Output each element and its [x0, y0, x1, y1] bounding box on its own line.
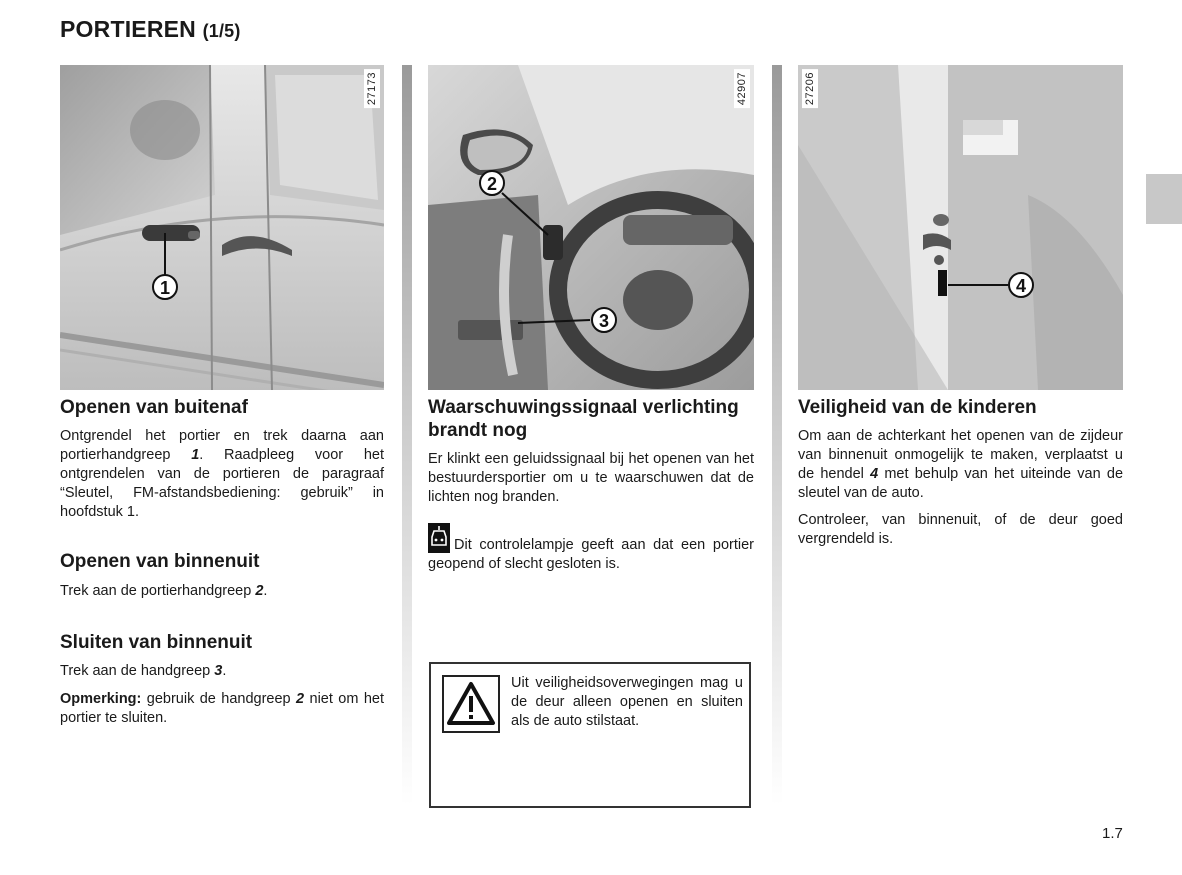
page-number: 1.7	[1102, 825, 1123, 842]
paragraph-openen-buitenaf	[60, 427, 384, 522]
driver-interior-illustration	[428, 65, 754, 390]
child-lock-illustration	[798, 65, 1123, 390]
figure-exterior-door	[60, 65, 384, 390]
heading-veiligheid-kinderen: Veiligheid van de kinderen	[798, 397, 1037, 418]
paragraph-sluiten-binnenuit	[60, 662, 384, 681]
callout-4: 4	[1015, 276, 1027, 296]
warning-box	[429, 662, 751, 808]
heading-openen-buitenaf: Openen van buitenaf	[60, 397, 248, 418]
door-open-warning-lamp-icon	[428, 523, 450, 553]
text-segment: Dit controlelampje geeft aan dat een portier geopend of slecht gesloten is.	[428, 537, 754, 572]
callout-1: 1	[159, 278, 171, 298]
handle-ref-2b: 2	[296, 691, 305, 707]
callout-2: 2	[486, 174, 498, 194]
heading-sluiten-binnenuit: Sluiten van binnenuit	[60, 632, 253, 653]
page-title-part: (1/5)	[202, 21, 241, 41]
paragraph-controlelampje	[428, 523, 754, 574]
note-label: Opmerking:	[60, 691, 142, 707]
paragraph-opmerking	[60, 690, 384, 728]
warning-triangle-icon	[442, 675, 500, 733]
text-segment: gebruik de handgreep	[141, 691, 297, 707]
callout-3: 3	[598, 311, 610, 331]
text-segment: Trek aan de handgreep	[60, 663, 215, 679]
figure-child-lock	[798, 65, 1123, 390]
text-segment: .	[222, 663, 227, 679]
heading-waarschuwingssignaal: Waarschuwingssignaal verlichting brandt nog	[428, 397, 739, 441]
text-segment: Trek aan de portierhandgreep	[60, 583, 256, 599]
column-divider-1	[402, 65, 412, 805]
figure-number-27206: 27206	[802, 69, 818, 108]
text-segment: . Raadpleeg voor het ontgrendelen van de portieren de paragraaf “Sleutel, FM-afstandsbediening: gebruik” in hoofdstuk 1.	[60, 447, 384, 520]
page-title-text: PORTIEREN	[60, 16, 196, 42]
paragraph-geluidssignaal: Er klinkt een geluidssignaal bij het openen van het bestuurdersportier om u te waarschuwen dat de lichten nog branden.	[428, 451, 754, 505]
heading-openen-binnenuit: Openen van binnenuit	[60, 551, 260, 572]
warning-text: Uit veiligheidsoverwegingen mag u de deur alleen openen en sluiten als de auto stilstaat.	[511, 675, 743, 729]
paragraph-kinderslot	[798, 427, 1123, 503]
text-segment: met behulp van het uiteinde van de sleutel van de auto.	[798, 466, 1124, 501]
figure-driver-interior	[428, 65, 754, 390]
paragraph-openen-binnenuit	[60, 582, 384, 601]
figure-number-42907: 42907	[734, 69, 750, 108]
exterior-door-illustration	[60, 65, 384, 390]
chapter-tab-marker	[1146, 174, 1182, 224]
handle-ref-3: 3	[214, 663, 223, 679]
figure-number-27173: 27173	[364, 69, 380, 108]
page-title	[60, 16, 241, 43]
lever-ref-4: 4	[870, 466, 879, 482]
text-segment: .	[263, 583, 268, 599]
paragraph-controleer: Controleer, van binnenuit, of de deur goed vergrendeld is.	[798, 512, 1123, 547]
column-divider-2	[772, 65, 782, 805]
text-segment: niet om het portier te sluiten.	[60, 691, 384, 726]
handle-ref-1: 1	[191, 447, 200, 463]
text-segment: Ontgrendel het portier en trek daarna aan portierhandgreep	[60, 428, 384, 463]
text-segment: Om aan de achterkant het openen van de zijdeur van binnenuit onmogelijk te maken, verplaatst u de hendel	[798, 428, 1123, 482]
handle-ref-2: 2	[255, 583, 264, 599]
